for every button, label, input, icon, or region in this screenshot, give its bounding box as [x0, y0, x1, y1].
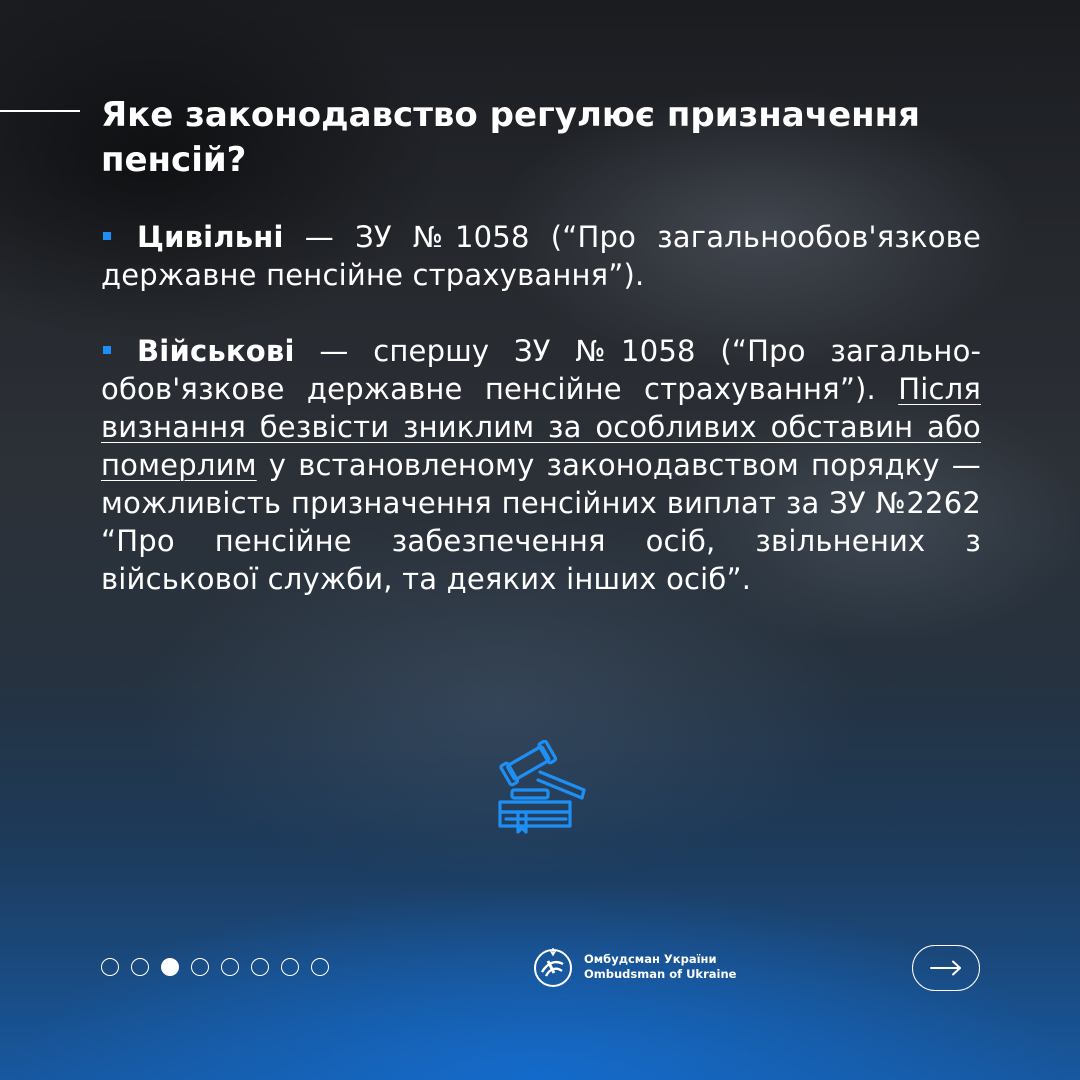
content-body — [101, 218, 981, 636]
bullet-icon — [103, 232, 111, 240]
arrow-right-icon — [929, 960, 963, 976]
pagination-dot[interactable] — [221, 958, 239, 976]
pagination-dot[interactable] — [101, 958, 119, 976]
pagination-dot-active[interactable] — [161, 958, 179, 976]
ombudsman-emblem-icon — [532, 946, 574, 988]
list-item-civil — [101, 218, 981, 294]
item-text: — ЗУ №1058 (“Про загальнообов'язкове державне пенсійне страхування”). — [101, 220, 981, 292]
item-text: у встановленому законодавством порядку — можливість призначення пенсійних виплат за ЗУ №2262 “Про пенсійне забезпечення осіб, звільнених з військової служби, та деяких інших осіб”. — [101, 448, 981, 596]
pagination-dot[interactable] — [191, 958, 209, 976]
ombudsman-logo — [532, 946, 736, 988]
list-item-military — [101, 332, 981, 598]
gavel-book-icon — [494, 740, 590, 836]
item-label: Військові — [137, 334, 295, 368]
pagination — [101, 958, 329, 976]
item-text: — спершу ЗУ №1058 (“Про загальнообов'язкове державне пенсійне страхування”). — [101, 334, 981, 406]
logo-text-uk: Омбудсман України — [584, 952, 717, 966]
logo-text-en: Ombudsman of Ukraine — [584, 967, 737, 981]
item-text-underlined: Після визнання безвісти зниклим за особливих обставин або померлим — [101, 372, 981, 482]
next-button[interactable] — [912, 945, 980, 991]
page-title: Яке законодавство регулює призначення пенсій? — [101, 95, 920, 180]
item-label: Цивільні — [137, 220, 284, 254]
pagination-dot[interactable] — [281, 958, 299, 976]
pagination-dot[interactable] — [251, 958, 269, 976]
bullet-icon — [103, 346, 111, 354]
pagination-dot[interactable] — [131, 958, 149, 976]
decorative-rule — [0, 110, 80, 112]
pagination-dot[interactable] — [311, 958, 329, 976]
